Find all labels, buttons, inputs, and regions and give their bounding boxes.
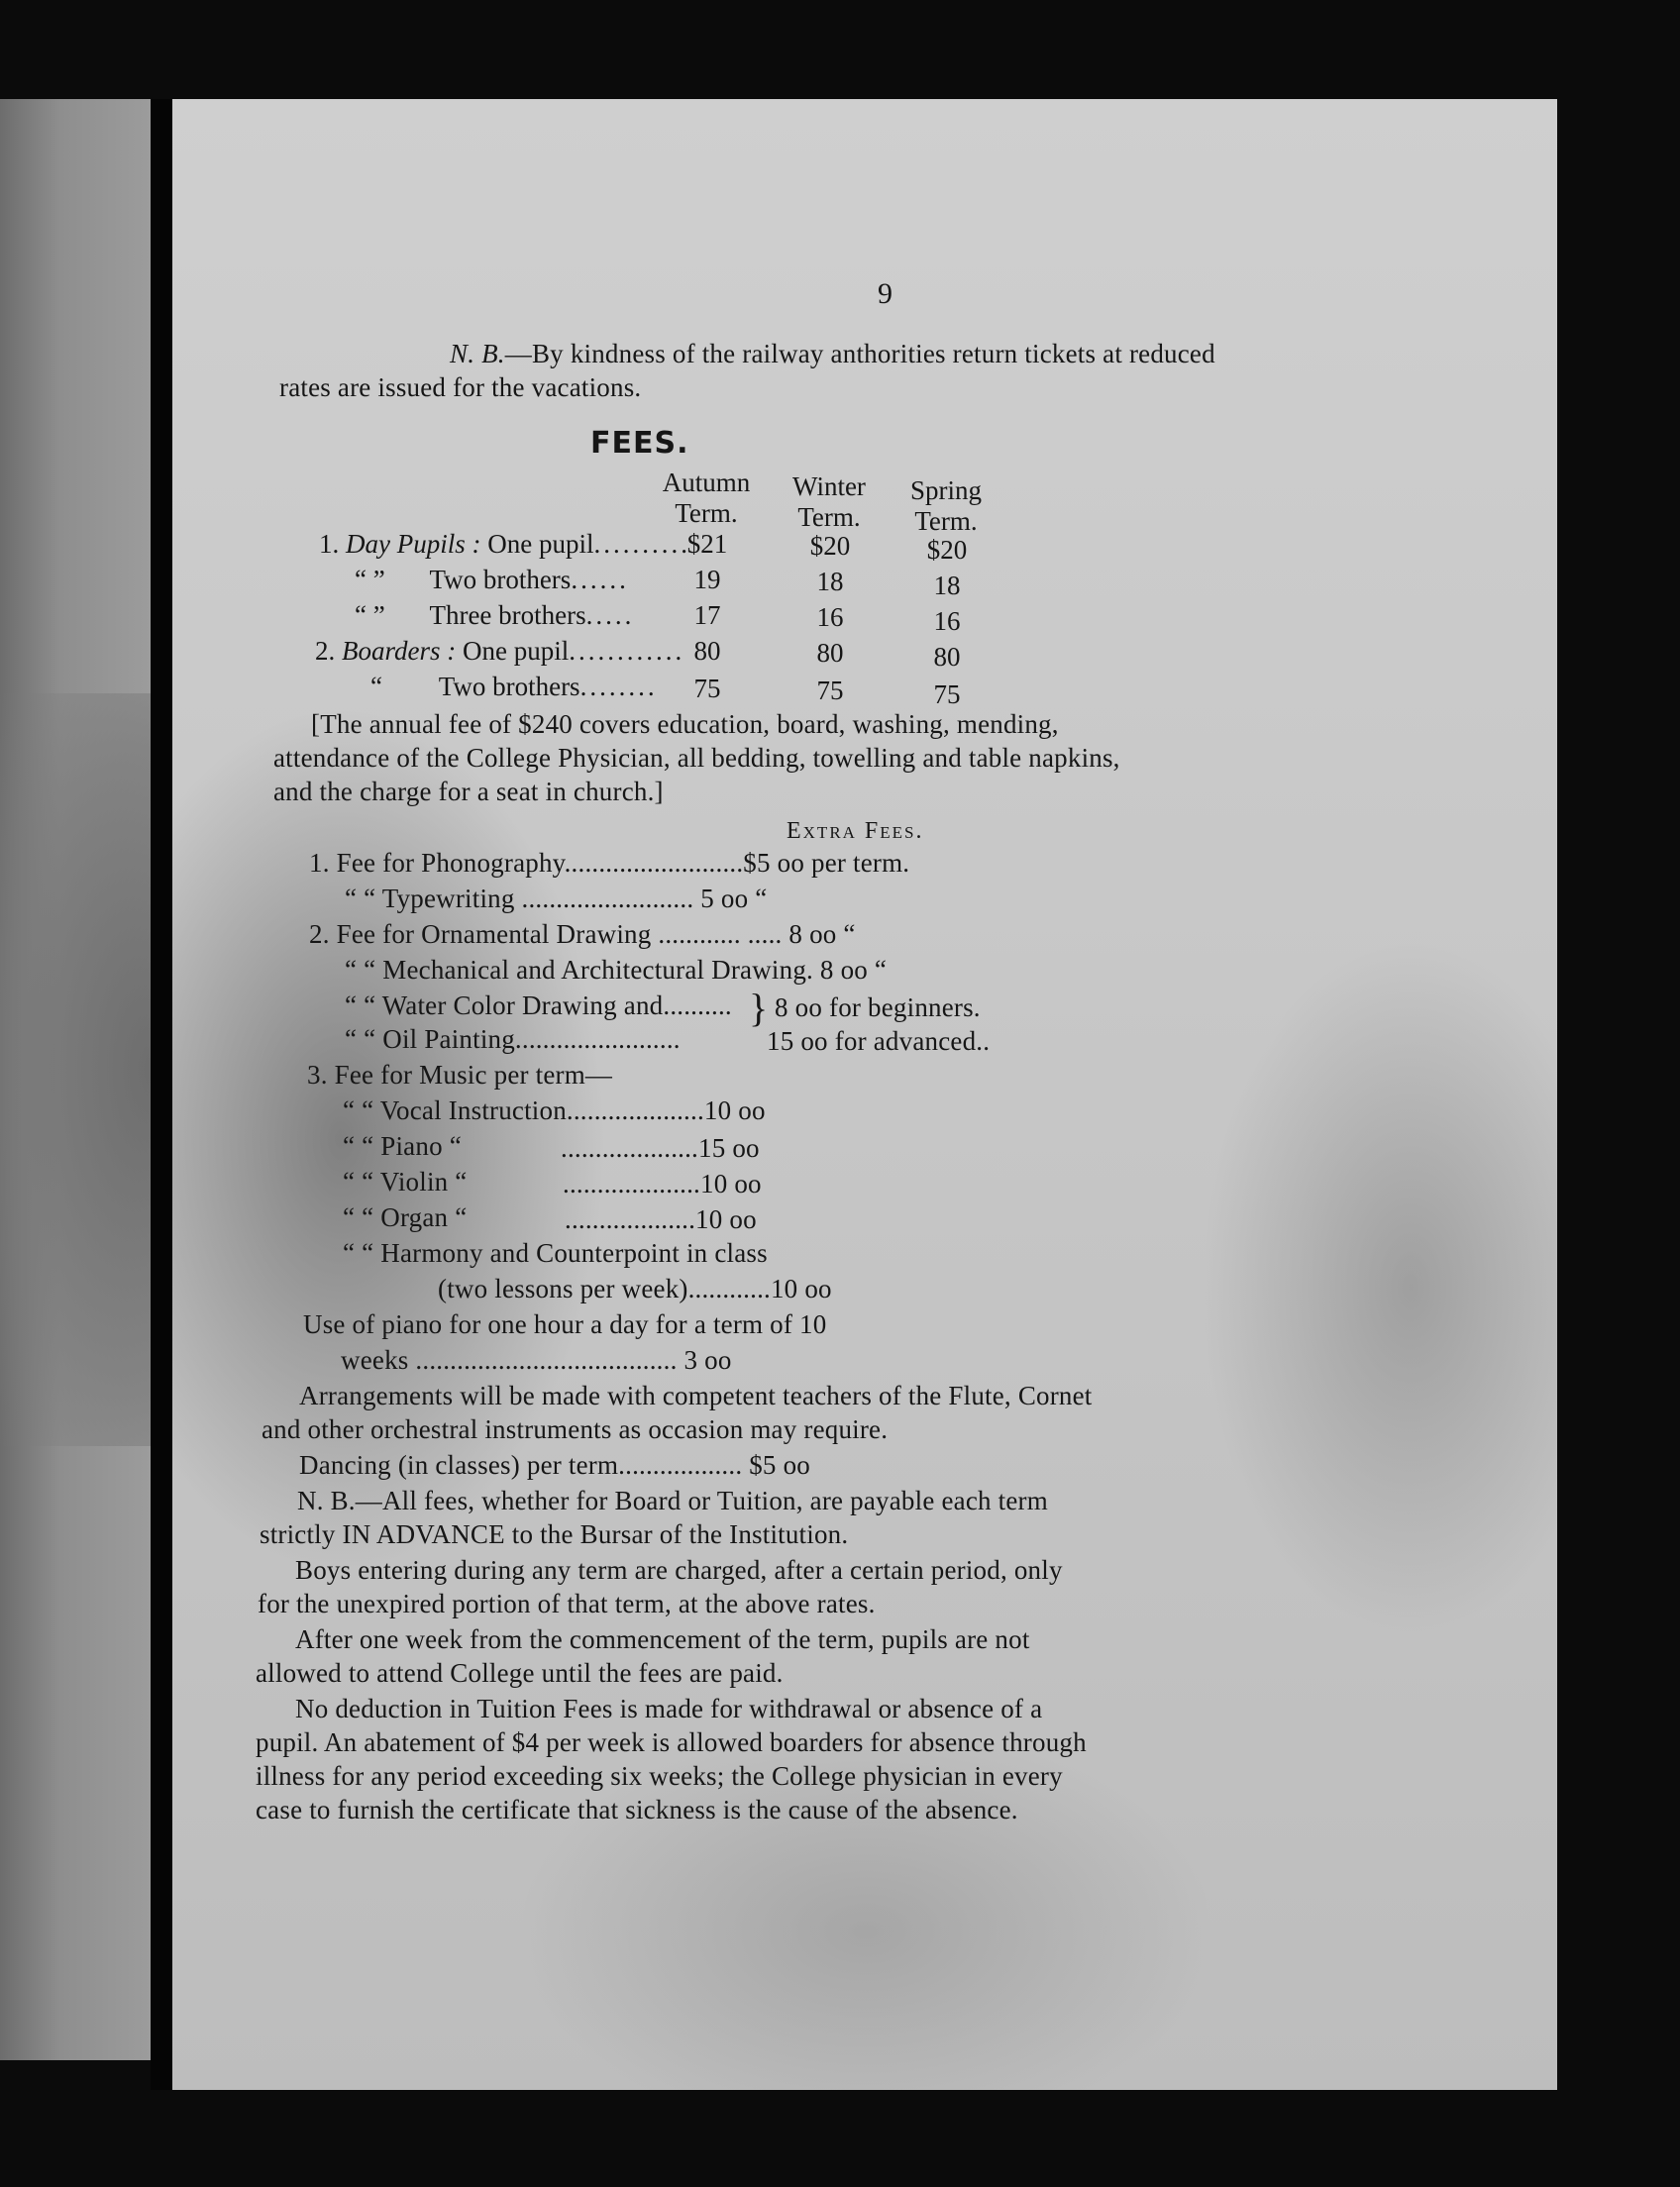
nb-label: N. B. xyxy=(450,339,505,368)
fee-autumn: 17 xyxy=(693,600,721,630)
fee-spring: 16 xyxy=(933,606,961,636)
fee-row xyxy=(370,672,658,702)
spring-header-line1: Spring xyxy=(909,475,982,505)
extra-line: 1. Fee for Phonography..........................$5 oo per term. xyxy=(309,848,910,878)
autumn-header-line1: Autumn xyxy=(662,468,751,497)
closing-line: and other orchestral instruments as occasion may require. xyxy=(262,1414,889,1444)
row-category: “ ” xyxy=(355,600,385,630)
extra-line: “ “ Vocal Instruction....................10 oo xyxy=(343,1095,766,1125)
book-spine xyxy=(151,99,172,2090)
page-number: 9 xyxy=(878,277,892,310)
closing-line: allowed to attend College until the fees are paid. xyxy=(256,1658,784,1688)
extra-line: “ “ Harmony and Counterpoint in class xyxy=(343,1238,768,1268)
spring-header-line2: Term. xyxy=(914,506,978,536)
fee-winter: 75 xyxy=(816,676,844,705)
closing-line: case to furnish the certificate that sickness is the cause of the absence. xyxy=(256,1795,1018,1824)
extra-line: “ “ Violin “ xyxy=(343,1167,468,1197)
brace-icon: } xyxy=(749,986,769,1030)
fee-autumn: 75 xyxy=(693,674,721,703)
row-category: Day Pupils : xyxy=(346,529,481,559)
extra-line: “ “ Mechanical and Architectural Drawing. 8 oo “ xyxy=(345,955,888,985)
document-page xyxy=(172,99,1557,2090)
annual-note-line: and the charge for a seat in church.] xyxy=(273,777,664,806)
annual-note-line: [The annual fee of $240 covers education, board, washing, mending, xyxy=(311,709,1059,739)
fee-spring: $20 xyxy=(926,535,968,565)
row-category: “ ” xyxy=(355,565,385,594)
row-label: One pupil xyxy=(487,529,594,559)
music-rate: ...................10 oo xyxy=(565,1204,757,1234)
winter-header-line2: Term. xyxy=(797,502,861,532)
fee-spring: 80 xyxy=(933,642,961,672)
art-rate: 15 oo for advanced.. xyxy=(767,1026,991,1056)
fee-autumn: 80 xyxy=(693,636,721,666)
row-dots: ...... xyxy=(571,565,629,594)
fee-winter: $20 xyxy=(809,531,851,561)
fee-winter: 18 xyxy=(816,567,844,596)
fee-row xyxy=(315,636,684,667)
intro-line-2: rates are issued for the vacations. xyxy=(279,372,642,402)
extra-line: Use of piano for one hour a day for a term of 10 xyxy=(303,1309,827,1339)
winter-header-line1: Winter xyxy=(792,471,866,501)
extra-line: “ “ Organ “ xyxy=(343,1202,468,1232)
closing-line: for the unexpired portion of that term, at the above rates. xyxy=(258,1589,876,1618)
spring-header xyxy=(892,475,1000,537)
page-text xyxy=(172,99,1557,2090)
fee-spring: 18 xyxy=(933,571,961,600)
fee-row xyxy=(319,529,690,560)
extra-line: 2. Fee for Ornamental Drawing ............ ..... 8 oo “ xyxy=(309,919,856,949)
fee-winter: 80 xyxy=(816,638,844,668)
extra-line: “ “ Oil Painting........................ xyxy=(345,1024,681,1054)
fee-row xyxy=(355,565,629,595)
closing-line: Dancing (in classes) per term.................. $5 oo xyxy=(299,1450,810,1480)
row-prefix: 1. xyxy=(319,529,346,559)
autumn-header xyxy=(652,468,761,529)
closing-line: pupil. An abatement of $4 per week is allowed boarders for absence through xyxy=(256,1727,1087,1757)
extra-line: weeks ...................................... 3 oo xyxy=(341,1345,732,1375)
row-label: Three brothers xyxy=(429,600,586,630)
row-dots: ............ xyxy=(569,636,685,666)
fee-spring: 75 xyxy=(933,679,961,709)
row-label: One pupil xyxy=(463,636,570,666)
closing-line: No deduction in Tuition Fees is made for withdrawal or absence of a xyxy=(295,1694,1043,1723)
music-rate: ....................10 oo xyxy=(563,1169,762,1198)
closing-line: Boys entering during any term are charged, after a certain period, only xyxy=(295,1555,1063,1585)
closing-line: Arrangements will be made with competent teachers of the Flute, Cornet xyxy=(299,1381,1093,1410)
fee-row xyxy=(355,600,634,631)
annual-note-line: attendance of the College Physician, all bedding, towelling and table napkins, xyxy=(273,743,1120,773)
row-dots: .......... xyxy=(593,529,690,559)
intro-text-1: —By kindness of the railway anthorities return tickets at reduced xyxy=(504,339,1215,368)
extra-line: 3. Fee for Music per term— xyxy=(307,1060,613,1090)
row-dots: ..... xyxy=(585,600,635,630)
autumn-header-line2: Term. xyxy=(675,498,738,528)
extra-line: “ “ Piano “ xyxy=(343,1131,462,1161)
extra-line: “ “ Water Color Drawing and.......... xyxy=(345,990,732,1020)
closing-line: strictly IN ADVANCE to the Bursar of the Institution. xyxy=(260,1519,849,1549)
closing-line: N. B.—All fees, whether for Board or Tuition, are payable each term xyxy=(297,1486,1048,1515)
music-rate: ....................15 oo xyxy=(561,1133,760,1163)
extra-line: “ “ Typewriting ......................... 5 oo “ xyxy=(345,884,768,913)
closing-line: After one week from the commencement of the term, pupils are not xyxy=(295,1624,1030,1654)
fees-heading: FEES. xyxy=(590,426,689,461)
row-label: Two brothers xyxy=(438,672,580,701)
row-label: Two brothers xyxy=(429,565,572,594)
row-prefix: 2. xyxy=(315,636,342,666)
fee-autumn: 19 xyxy=(693,565,721,594)
fee-autumn: $21 xyxy=(686,529,728,559)
winter-header xyxy=(775,471,884,533)
row-category: Boarders : xyxy=(342,636,457,666)
art-rate: 8 oo for beginners. xyxy=(775,992,981,1022)
extra-line: (two lessons per week)............10 oo xyxy=(438,1274,832,1303)
fee-winter: 16 xyxy=(816,602,844,632)
extra-fees-heading: Extra Fees. xyxy=(787,818,924,844)
row-dots: ........ xyxy=(579,672,658,701)
intro-line-1 xyxy=(450,337,1215,370)
row-category: “ xyxy=(370,672,382,701)
water-stain xyxy=(0,693,151,1446)
closing-line: illness for any period exceeding six weeks; the College physician in every xyxy=(256,1761,1063,1791)
